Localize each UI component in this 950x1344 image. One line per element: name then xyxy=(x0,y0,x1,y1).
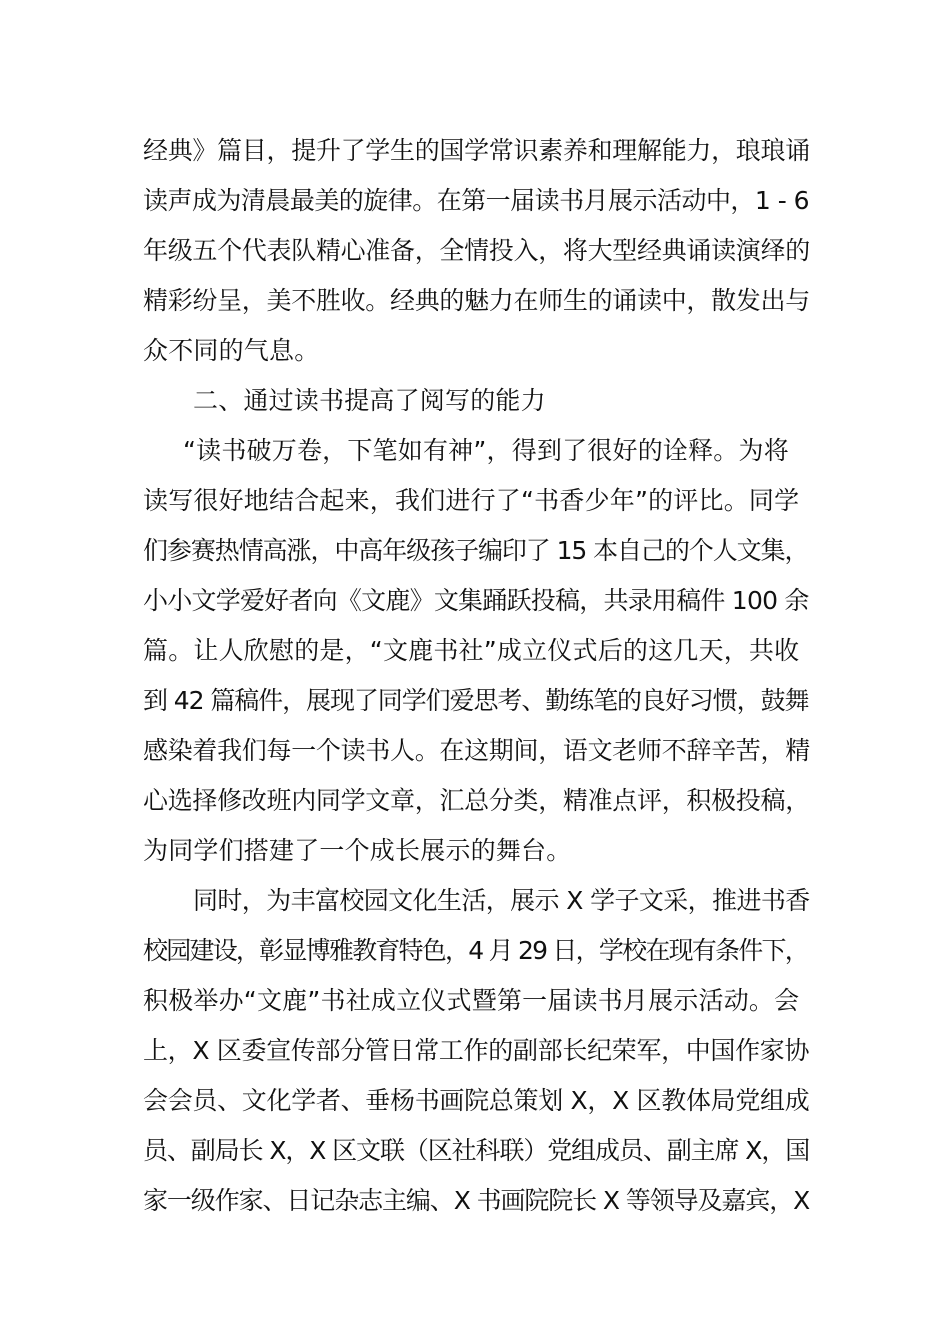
text-line: 到 42 篇稿件，展现了同学们爱思考、勤练笔的良好习惯，鼓舞 xyxy=(143,686,809,715)
text-line: 经典》篇目，提升了学生的国学常识素养和理解能力，琅琅诵 xyxy=(143,136,810,165)
text-line: 感染着我们每一个读书人。在这期间，语文老师不辞辛苦，精 xyxy=(143,736,810,765)
text-line: 年级五个代表队精心准备，全情投入，将大型经典诵读演绎的 xyxy=(143,236,810,265)
text-line: 精彩纷呈，美不胜收。经典的魅力在师生的诵读中，散发出与 xyxy=(143,286,810,315)
text-line: 同时，为丰富校园文化生活，展示 X 学子文采，推进书香 xyxy=(193,886,810,915)
text-line: 上，X 区委宣传部分管日常工作的副部长纪荣军，中国作家协 xyxy=(143,1036,810,1065)
text-line: 家一级作家、日记杂志主编、X 书画院院长 X 等领导及嘉宾，X xyxy=(143,1186,810,1215)
section-heading: 二、通过读书提高了阅写的能力 xyxy=(193,386,546,415)
text-line: 员、副局长 X，X 区文联（区社科联）党组成员、副主席 X，国 xyxy=(143,1136,810,1165)
text-line: 会会员、文化学者、垂杨书画院总策划 X，X 区教体局党组成 xyxy=(143,1086,810,1115)
text-line: 篇。让人欣慰的是，“文鹿书社”成立仪式后的这几天，共收 xyxy=(143,636,800,665)
text-line: 校园建设，彰显博雅教育特色，4 月 29 日，学校在现有条件下， xyxy=(143,936,808,965)
text-line: 为同学们搭建了一个成长展示的舞台。 xyxy=(143,836,572,865)
text-line: 读写很好地结合起来，我们进行了“书香少年”的评比。同学 xyxy=(143,486,800,515)
text-line: 小小文学爱好者向《文鹿》文集踊跃投稿，共录用稿件 100 余 xyxy=(143,586,809,615)
text-line: 们参赛热情高涨，中高年级孩子编印了 15 本自己的个人文集， xyxy=(143,536,809,565)
text-line: 读声成为清晨最美的旋律。在第一届读书月展示活动中，1 - 6 xyxy=(143,186,810,215)
text-line: 积极举办“文鹿”书社成立仪式暨第一届读书月展示活动。会 xyxy=(143,986,800,1015)
text-line: “读书破万卷，下笔如有神”，得到了很好的诠释。为将 xyxy=(183,436,789,465)
text-line: 心选择修改班内同学文章，汇总分类，精准点评，积极投稿， xyxy=(143,786,810,815)
text-line: 众不同的气息。 xyxy=(143,336,320,365)
